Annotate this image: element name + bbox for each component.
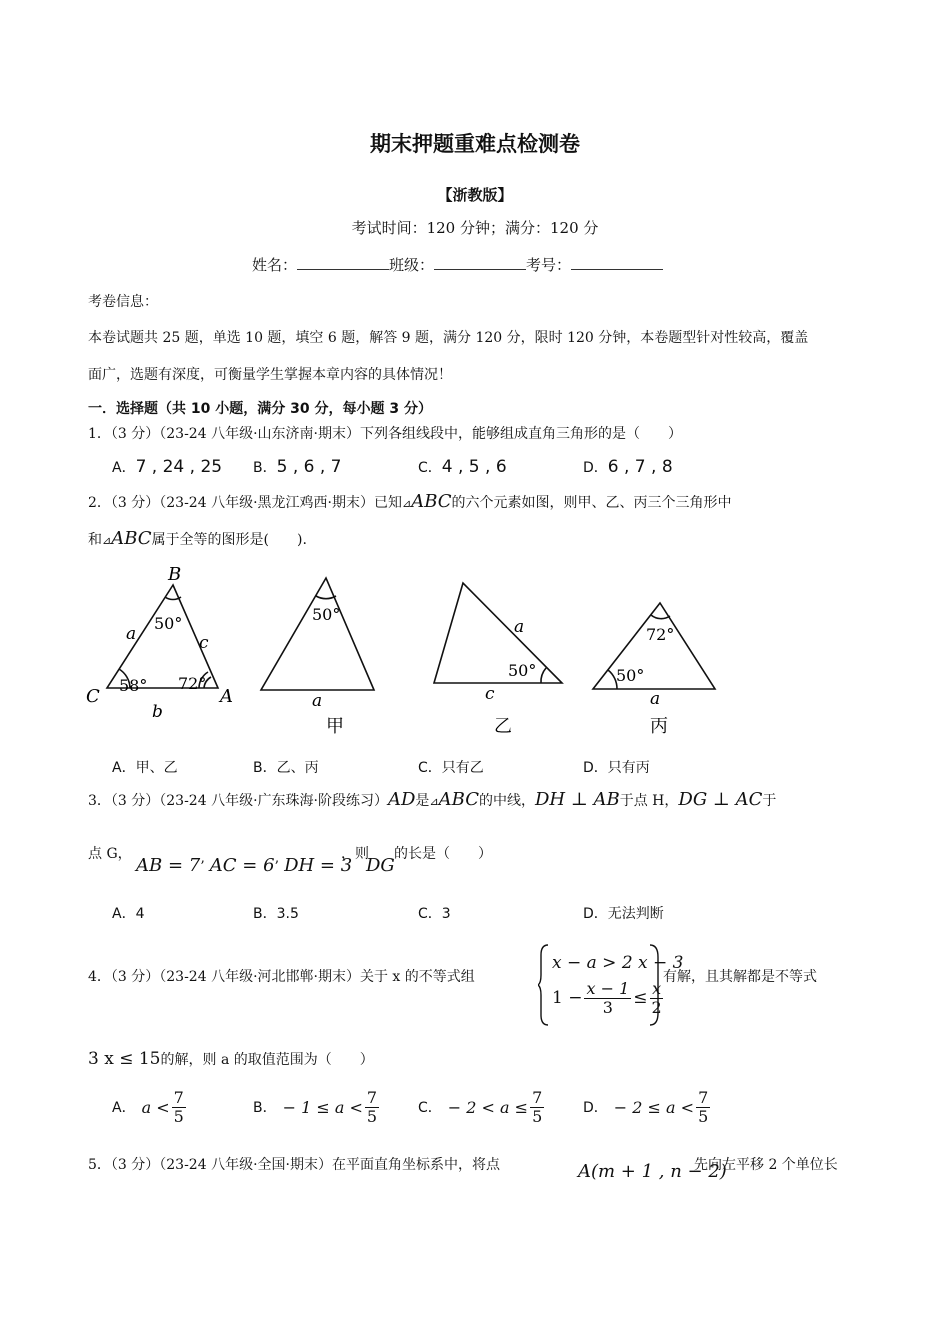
option-lead: − 2 ≤ a < bbox=[613, 1097, 695, 1117]
option-letter: D． bbox=[583, 460, 608, 476]
option-text: 4 bbox=[135, 906, 145, 922]
bing-side: a bbox=[650, 689, 661, 709]
q4-ineq-1: x − a > 2 x − 3 bbox=[552, 953, 684, 973]
yi-label: 乙 bbox=[494, 716, 512, 737]
exam-no-blank[interactable] bbox=[571, 255, 663, 270]
edition-label: 【浙教版】 bbox=[437, 186, 513, 204]
student-info-line bbox=[252, 254, 663, 275]
q4-stem-pre: 4．（3 分）（23-24 八年级·河北邯郸·期末）关于 x 的不等式组 bbox=[88, 969, 475, 985]
option-text: 3 bbox=[441, 906, 451, 922]
option-letter: D． bbox=[583, 906, 608, 922]
option-letter: B． bbox=[253, 760, 277, 776]
q2-stem-post: 的六个元素如图，则甲、乙、丙三个三角形中 bbox=[451, 495, 732, 511]
q5-point: A(m + 1 , n − 2) bbox=[578, 1161, 727, 1182]
option-letter: B． bbox=[253, 460, 277, 476]
frac-den: 5 bbox=[698, 1106, 709, 1126]
page-title: 期末押题重难点检测卷 bbox=[370, 132, 580, 156]
option-letter: D． bbox=[583, 760, 608, 776]
option-letter: C． bbox=[418, 760, 442, 776]
option-text: 只有丙 bbox=[607, 760, 650, 776]
vertex-b: B bbox=[168, 564, 182, 585]
triangle-symbol: ⊿ bbox=[401, 497, 412, 510]
option-lead: a < bbox=[141, 1097, 170, 1117]
q3-is: 是 bbox=[415, 793, 430, 809]
bing-label: 丙 bbox=[650, 716, 668, 737]
name-label: 姓名： bbox=[252, 256, 298, 274]
q3-stem-line-2 bbox=[88, 843, 132, 863]
math-abc: ABC bbox=[411, 491, 452, 512]
time-info: 考试时间：120 分钟；满分：120 分 bbox=[351, 219, 599, 237]
math-dg-perp-ac: DG ⊥ AC bbox=[678, 789, 763, 810]
option-text: 只有乙 bbox=[441, 760, 484, 776]
q1-stem: 1．（3 分）（23-24 八年级·山东济南·期末）下列各组线段中，能够组成直角三角形的是（ ） bbox=[88, 426, 682, 442]
triangle-symbol: ⊿ bbox=[429, 795, 439, 808]
side-b: b bbox=[152, 702, 163, 722]
q3-line2-post: 的长是（ ） bbox=[394, 846, 492, 862]
frac-den: 2 bbox=[651, 997, 662, 1017]
option-text: 5 , 6 , 7 bbox=[276, 457, 342, 477]
q2-triangles-figure bbox=[80, 560, 740, 745]
option-letter: A． bbox=[112, 1100, 136, 1117]
bing-angle-top: 72° bbox=[646, 625, 675, 644]
q4-option-a[interactable] bbox=[112, 1089, 188, 1125]
q1-option-d[interactable] bbox=[583, 457, 673, 477]
exam-no-label: 考号： bbox=[526, 256, 572, 274]
option-text: 3.5 bbox=[276, 906, 299, 922]
q3-at-h: 于点 H， bbox=[619, 793, 679, 809]
yi-angle: 50° bbox=[508, 661, 537, 680]
q3-given-values: AB = 7’ AC = 6’ DH = 3 bbox=[136, 855, 353, 876]
q2-stem-pre: 2．（3 分）（23-24 八年级·黑龙江鸡西·期末）已知 bbox=[88, 495, 402, 511]
frac-den: 3 bbox=[602, 997, 613, 1017]
math-dg: DG bbox=[366, 855, 395, 876]
angle-b: 50° bbox=[154, 614, 183, 633]
math-3x-leq-15: 3 x ≤ 15 bbox=[88, 1049, 161, 1069]
triangle-bing bbox=[593, 603, 715, 689]
q2-option-a[interactable] bbox=[112, 757, 178, 777]
q3-dg bbox=[366, 855, 395, 876]
info-line-1: 本卷试题共 25 题，单选 10 题，填空 6 题，解答 9 题，满分 120 分，限时 120 分钟，本卷题型针对性较高，覆盖 bbox=[88, 330, 809, 346]
q1-option-b[interactable] bbox=[253, 457, 341, 477]
q2-line2-pre: 和 bbox=[88, 532, 102, 548]
option-letter: A． bbox=[112, 906, 136, 922]
yi-side-c: c bbox=[485, 684, 495, 704]
option-letter: C． bbox=[418, 906, 442, 922]
math-dh-3: DH = 3 bbox=[284, 855, 353, 876]
q3-median: 的中线， bbox=[478, 793, 535, 809]
q3-option-a[interactable] bbox=[112, 903, 145, 923]
q2-stem-line-2 bbox=[88, 528, 307, 549]
option-letter: D． bbox=[583, 1100, 608, 1117]
q2-option-d[interactable] bbox=[583, 757, 650, 777]
option-text: 甲、乙 bbox=[135, 760, 178, 776]
q4-ineq2-lead: 1 − bbox=[552, 988, 583, 1009]
math-ab-7: AB = 7 bbox=[136, 855, 201, 876]
option-text: 4 , 5 , 6 bbox=[441, 457, 507, 477]
frac-num: 7 bbox=[698, 1088, 709, 1107]
jia-side: a bbox=[312, 691, 323, 711]
name-blank[interactable] bbox=[297, 255, 389, 270]
q5-stem-pre: 5．（3 分）（23-24 八年级·全国·期末）在平面直角坐标系中，将点 bbox=[88, 1157, 500, 1173]
vertex-a: A bbox=[220, 686, 233, 707]
frac-num: x bbox=[652, 979, 662, 998]
q4-leq: ≤ bbox=[633, 988, 648, 1009]
angle-a: 72° bbox=[178, 674, 207, 693]
q4-option-d[interactable] bbox=[583, 1089, 712, 1125]
vertex-c: C bbox=[86, 686, 100, 707]
frac-den: 5 bbox=[366, 1106, 378, 1126]
q4-stem-post: 有解，且其解都是不等式 bbox=[663, 969, 817, 985]
math-abc: ABC bbox=[438, 789, 479, 810]
math-dh-perp-ab: DH ⊥ AB bbox=[534, 789, 620, 810]
class-blank[interactable] bbox=[434, 255, 526, 270]
q3-line2-pre: 点 G， bbox=[88, 846, 132, 862]
q4-option-c[interactable] bbox=[418, 1089, 546, 1125]
frac-den: 5 bbox=[173, 1106, 184, 1126]
q1-option-c[interactable] bbox=[418, 457, 507, 477]
angle-c: 58° bbox=[119, 676, 148, 695]
option-lead: − 1 ≤ a < bbox=[282, 1097, 363, 1117]
frac-num: 7 bbox=[532, 1088, 543, 1107]
option-frac bbox=[365, 1089, 379, 1125]
q2-stem-line-1 bbox=[88, 491, 732, 512]
option-letter: A． bbox=[112, 460, 136, 476]
side-c: c bbox=[199, 633, 209, 653]
q4-ineq-2 bbox=[552, 980, 666, 1016]
section-heading: 一．选择题（共 10 小题，满分 30 分，每小题 3 分） bbox=[88, 401, 432, 417]
triangle-symbol: ⊿ bbox=[102, 534, 112, 547]
option-text: 无法判断 bbox=[607, 906, 664, 922]
q2-line2-post: 属于全等的图形是( ). bbox=[151, 532, 307, 548]
q3-option-b[interactable] bbox=[253, 903, 299, 923]
triangle-yi bbox=[434, 583, 562, 683]
q4-option-b[interactable] bbox=[253, 1089, 381, 1125]
option-letter: C． bbox=[418, 460, 442, 476]
q2-option-b[interactable] bbox=[253, 757, 319, 777]
q3-stem-pre: 3．（3 分）（23-24 八年级·广东珠海·阶段练习） bbox=[88, 793, 388, 809]
bing-angle-left: 50° bbox=[616, 666, 645, 685]
option-letter: B． bbox=[253, 1100, 277, 1117]
q4-line-2 bbox=[88, 1049, 374, 1069]
q5-stem-post: 先向左平移 2 个单位长 bbox=[694, 1157, 838, 1173]
math-ad: AD bbox=[387, 789, 416, 810]
q4-frac-2 bbox=[650, 980, 664, 1016]
q3-stem-line-1 bbox=[88, 789, 776, 810]
option-letter: B． bbox=[253, 906, 277, 922]
option-frac bbox=[696, 1089, 710, 1125]
frac-num: 7 bbox=[366, 1088, 378, 1107]
q3-ze: ，则 bbox=[341, 846, 369, 862]
option-text: 6 , 7 , 8 bbox=[607, 457, 673, 477]
frac-den: 5 bbox=[532, 1106, 543, 1126]
option-frac bbox=[172, 1089, 186, 1125]
yi-side-a: a bbox=[514, 617, 525, 637]
q4-frac-1 bbox=[584, 980, 631, 1016]
option-frac bbox=[530, 1089, 544, 1125]
triangle-jia bbox=[261, 578, 374, 690]
info-label: 考卷信息： bbox=[88, 294, 158, 310]
q4-line2-post: 的解，则 a 的取值范围为（ ） bbox=[160, 1052, 374, 1068]
jia-label: 甲 bbox=[326, 716, 344, 737]
math-ac-6: AC = 6 bbox=[209, 855, 275, 876]
q1-option-a[interactable] bbox=[112, 457, 222, 477]
frac-num: x − 1 bbox=[586, 979, 630, 998]
option-text: 7 , 24 , 25 bbox=[135, 457, 223, 477]
class-label: 班级： bbox=[389, 256, 435, 274]
option-letter: C． bbox=[418, 1100, 442, 1117]
option-text: 乙、丙 bbox=[276, 760, 319, 776]
frac-num: 7 bbox=[173, 1088, 184, 1107]
option-letter: A． bbox=[112, 760, 136, 776]
q3-then bbox=[341, 843, 369, 863]
info-line-2: 面广，选题有深度，可衡量学生掌握本章内容的具体情况！ bbox=[88, 367, 452, 383]
option-lead: − 2 < a ≤ bbox=[447, 1097, 529, 1117]
side-a: a bbox=[126, 624, 137, 644]
q3-yu: 于 bbox=[762, 793, 777, 809]
math-abc: ABC bbox=[111, 528, 152, 549]
q3-option-c[interactable] bbox=[418, 903, 451, 923]
q3-option-d[interactable] bbox=[583, 903, 664, 923]
q2-option-c[interactable] bbox=[418, 757, 484, 777]
jia-angle: 50° bbox=[312, 605, 341, 624]
